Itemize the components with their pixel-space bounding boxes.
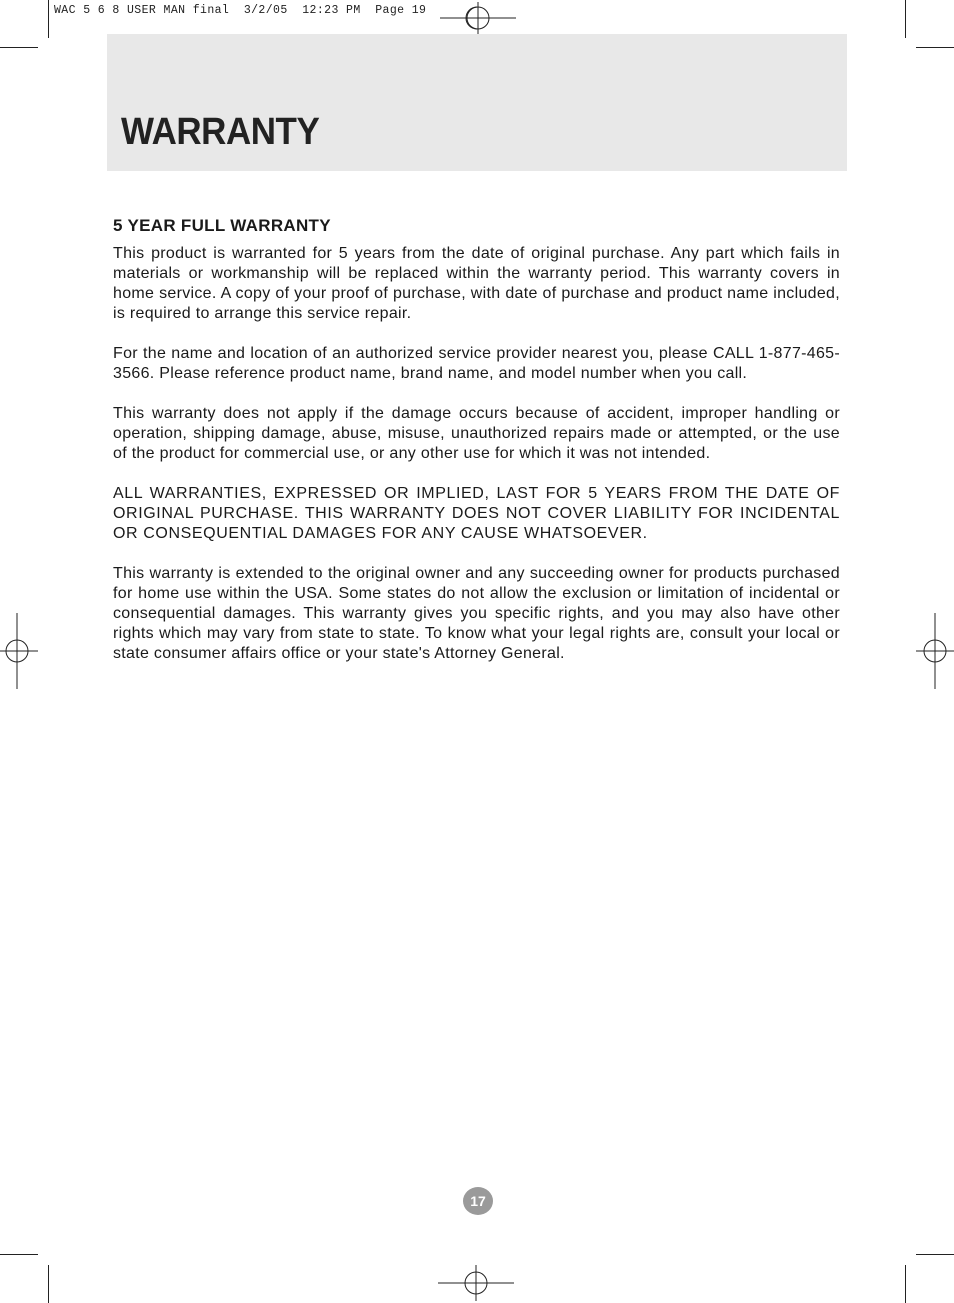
page-title: WARRANTY — [121, 111, 320, 153]
paragraph-implied-warranties: ALL WARRANTIES, EXPRESSED OR IMPLIED, LAST FOR 5 YEARS FROM THE DATE OF ORIGINAL PURCHASE. THIS WARRANTY DOES NOT COVER LIABILITY FOR INCIDENTAL OR CONSEQUENTIAL DAMAGES FOR ANY CAUSE WHATSOEVER. — [113, 485, 840, 543]
crop-mark-top-right-v — [905, 0, 906, 38]
header-band — [107, 34, 847, 171]
crop-mark-bottom-right-h — [916, 1254, 954, 1255]
page-number-badge: 17 — [463, 1187, 493, 1215]
paragraph-service-contact: For the name and location of an authorized service provider nearest you, please CALL 1-877-465-3566. Please reference product name, brand name, and model number when you call. — [113, 345, 840, 383]
paragraph-legal-rights: This warranty is extended to the original owner and any succeeding owner for products purchased for home use within the USA. Some states do not allow the exclusion or limitation of incidental or consequential damages. This warranty gives you specific rights, and you may also have other rights which may vary from state to state. To know what your legal rights are, consult your local or state consumer affairs office or your state's Attorney General. — [113, 565, 840, 663]
paragraph-exclusions: This warranty does not apply if the damage occurs because of accident, improper handling or operation, shipping damage, abuse, misuse, unauthorized repairs made or attempted, or the use of the product for commercial use, or any other use for which it was not intended. — [113, 405, 840, 463]
registration-mark-right-icon — [914, 611, 954, 691]
crop-mark-top-right-h — [916, 47, 954, 48]
paragraph-coverage: This product is warranted for 5 years from the date of original purchase. Any part which fails in materials or workmanship will be replaced within the warranty period. This warranty covers in home service. A copy of your proof of purchase, with date of purchase and product name included, is required to arrange this service repair. — [113, 245, 840, 323]
section-heading: 5 YEAR FULL WARRANTY — [113, 216, 331, 235]
crop-mark-bottom-right-v — [905, 1265, 906, 1303]
crop-mark-top-left-h — [0, 47, 38, 48]
registration-mark-bottom-icon — [438, 1263, 518, 1303]
print-slug: WAC 5 6 8 USER MAN final 3/2/05 12:23 PM Page 19 — [54, 4, 427, 17]
warranty-content — [113, 216, 840, 684]
registration-mark-left-icon — [0, 611, 40, 691]
crop-mark-bottom-left-h — [0, 1254, 38, 1255]
crop-mark-top-left-v — [48, 0, 49, 38]
crop-mark-bottom-left-v — [48, 1265, 49, 1303]
